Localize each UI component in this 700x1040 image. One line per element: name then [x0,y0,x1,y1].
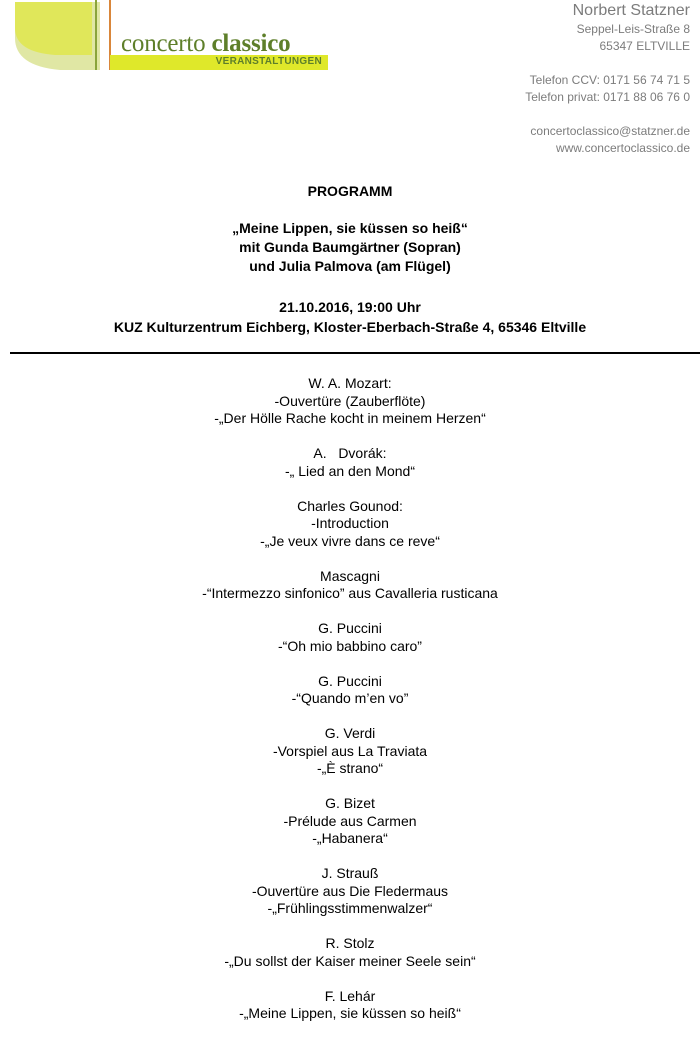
program-item [0,620,700,655]
piece: -„ Lied an den Mond“ [285,462,415,479]
program-item [0,498,700,551]
concert-soloist: mit Gunda Baumgärtner (Sopran) [239,239,461,255]
program-list [0,375,700,1040]
composer: R. Stolz [325,935,375,951]
piece: -Vorspiel aus La Traviata [272,742,428,759]
piece: -Ouvertüre aus Die Fledermaus [251,882,449,899]
composer: A. Dvorák: [313,445,387,461]
piece: -„È strano“ [316,760,384,776]
program-item [0,865,700,918]
piece: -“Quando m’en vo” [291,690,409,706]
composer: G. Puccini [318,620,382,636]
sender-website: www.concertoclassico.de [555,141,690,155]
sender-address [525,0,690,157]
program-item [0,725,700,778]
concert-datetime: 21.10.2016, 19:00 Uhr [279,299,421,315]
program-item [0,988,700,1023]
concert-date-venue [0,297,700,337]
program-item [0,673,700,708]
program-item [0,445,700,480]
program-heading: PROGRAMM [307,183,393,199]
divider [10,352,700,354]
piece: -„Frühlingsstimmenwalzer“ [267,900,433,916]
sender-city: 65347 ELTVILLE [599,39,690,53]
program-item [0,795,700,848]
logo-tagline: VERANSTALTUNGEN [215,56,322,67]
program-item [0,568,700,603]
composer: W. A. Mozart: [308,375,392,391]
piece: -Introduction [311,515,389,531]
composer: F. Lehár [324,987,376,1004]
sender-email: concertoclassico@statzner.de [530,124,690,138]
concert-title-block [0,219,700,276]
logo-wordmark [121,30,290,58]
piece: -„Habanera“ [312,830,388,846]
concert-pianist: und Julia Palmova (am Flügel) [249,258,451,274]
sender-name: Norbert Statzner [572,2,690,19]
piece: -„Meine Lippen, sie küssen so heiß“ [239,1005,461,1021]
piece: -Ouvertüre (Zauberflöte) [274,392,426,409]
sender-phone-private: Telefon privat: 0171 88 06 76 0 [525,90,690,104]
program-item [0,935,700,970]
composer: Charles Gounod: [297,497,403,514]
concert-title: „Meine Lippen, sie küssen so heiß“ [232,220,468,236]
piece: -„Du sollst der Kaiser meiner Seele sein“ [224,952,476,969]
logo-word-bold: classico [211,30,291,57]
sender-street: Seppel-Leis-Straße 8 [576,22,690,36]
company-logo [0,0,330,75]
piece: -Prélude aus Carmen [283,812,417,829]
composer: G. Puccini [318,672,382,689]
piece: -“Intermezzo sinfonico” aus Cavalleria rusticana [202,585,498,601]
program-item [0,375,700,428]
logo-word-light: concerto [121,30,212,57]
composer: G. Bizet [325,795,375,811]
piece: -„Je veux vivre dans ce reve“ [260,532,440,549]
piece: -„Der Hölle Rache kocht in meinem Herzen“ [214,410,486,426]
composer: J. Strauß [321,865,379,881]
composer: G. Verdi [324,725,376,741]
composer: Mascagni [320,567,380,584]
sender-phone-ccv: Telefon CCV: 0171 56 74 71 5 [529,73,690,87]
concert-venue: KUZ Kulturzentrum Eichberg, Kloster-Eberbach-Straße 4, 65346 Eltville [113,319,587,335]
piece: -“Oh mio babbino caro” [278,637,422,654]
